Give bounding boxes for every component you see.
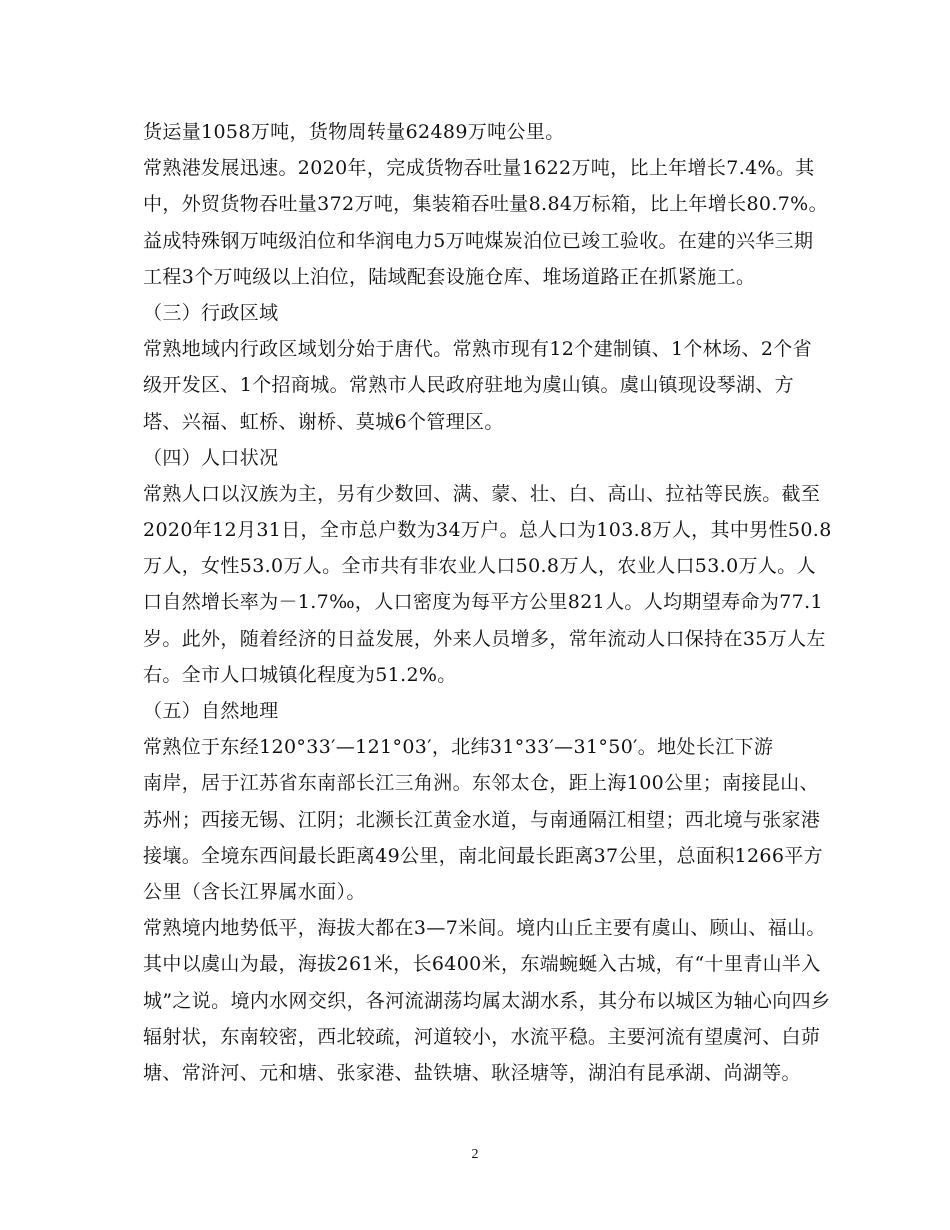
text-line: 万人，女性53.0万人。全市共有非农业人口50.8万人，农业人口53.0万人。人	[143, 555, 816, 578]
text-line: 塔、兴福、虹桥、谢桥、莫城6个管理区。	[143, 410, 504, 433]
text-line: 公里（含长江界属水面）。	[143, 880, 366, 903]
page-number: 2	[471, 1147, 479, 1162]
text-line: 常熟境内地势低平，海拔大都在3—7米间。境内山丘主要有虞山、顾山、福山。	[143, 917, 826, 940]
text-line: 岁。此外，随着经济的日益发展，外来人员增多，常年流动人口保持在35万人左	[143, 627, 826, 650]
text-line: 接壤。全境东西间最长距离49公里，南北间最长距离37公里，总面积1266平方	[143, 844, 824, 867]
text-line: 口自然增长率为－1.7‰，人口密度为每平方公里821人。人均期望寿命为77.1	[143, 591, 823, 614]
text-line: 苏州；西接无锡、江阴；北濒长江黄金水道，与南通隔江相望；西北境与张家港	[143, 808, 821, 831]
section-heading: （四）人口状况	[143, 446, 279, 469]
text-line: 工程3个万吨级以上泊位，陆域配套设施仓库、堆场道路正在抓紧施工。	[143, 265, 756, 288]
section-heading: （五）自然地理	[143, 700, 279, 722]
text-line: 级开发区、1个招商城。常熟市人民政府驻地为虞山镇。虞山镇现设琴湖、方	[143, 374, 794, 397]
text-line: 2020年12月31日，全市总户数为34万户。总人口为103.8万人，其中男性50.8	[143, 519, 832, 542]
text-line: 城”之说。境内水网交织，各河流湖荡均属太湖水系，其分布以城区为轴心向四乡	[143, 989, 831, 1012]
text-line: 其中以虞山为最，海拔261米，长6400米，东端蜿蜒入古城，有“十里青山半入	[143, 953, 821, 976]
text-line: 常熟位于东经120°33′—121°03′，北纬31°33′—31°50′。地处长江下游	[143, 736, 774, 759]
document-body	[143, 114, 832, 1091]
text-line: 货运量1058万吨，货物周转量62489万吨公里。	[143, 121, 565, 143]
section-heading: （三）行政区域	[143, 301, 279, 324]
text-line: 辐射状，东南较密，西北较疏，河道较小，水流平稳。主要河流有望虞河、白茆	[143, 1025, 821, 1048]
text-line: 中，外贸货物吞吐量372万吨，集装箱吞吐量8.84万标箱，比上年增长80.7%。	[143, 193, 828, 216]
text-line: 右。全市人口城镇化程度为51.2%。	[143, 663, 457, 686]
text-line: 益成特殊钢万吨级泊位和华润电力5万吨煤炭泊位已竣工验收。在建的兴华三期	[143, 229, 814, 252]
text-line: 常熟地域内行政区域划分始于唐代。常熟市现有12个建制镇、1个林场、2个省	[143, 338, 812, 361]
text-line: 塘、常浒河、元和塘、张家港、盐铁塘、耿泾塘等，湖泊有昆承湖、尚湖等。	[143, 1061, 801, 1084]
text-line: 常熟人口以汉族为主，另有少数回、满、蒙、壮、白、高山、拉祜等民族。截至	[143, 482, 821, 505]
text-line: 南岸，居于江苏省东南部长江三角洲。东邻太仓，距上海100公里；南接昆山、	[143, 772, 819, 795]
text-line: 常熟港发展迅速。2020年，完成货物吞吐量1622万吨，比上年增长7.4%。其	[143, 157, 815, 180]
